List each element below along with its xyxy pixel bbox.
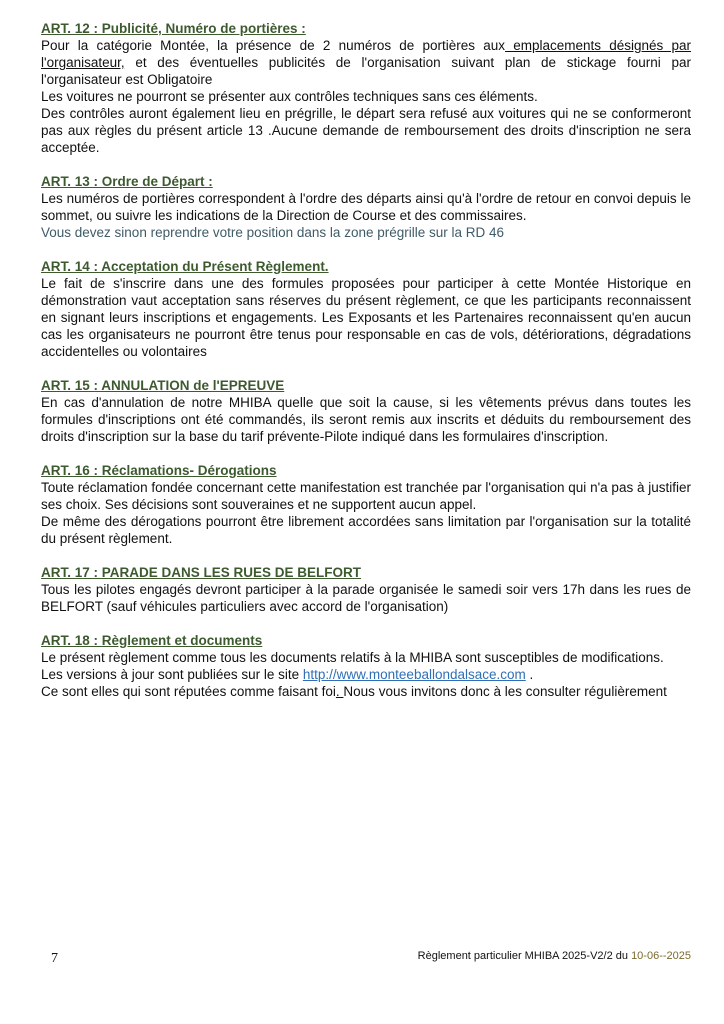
article-16 [41, 462, 691, 547]
article-17-paragraph-1: Tous les pilotes engagés devront participer à la parade organisée le samedi soir vers 17h dans les rues de BELFORT (sauf véhicules particuliers avec accord de l'organisation) [41, 582, 691, 614]
article-16-title: ART. 16 : Réclamations- Dérogations [41, 463, 277, 478]
page-number: 7 [51, 951, 58, 966]
article-18-site-suffix: . [525, 667, 534, 682]
article-18-site-text: Les versions à jour sont publiées sur le site [41, 667, 303, 682]
article-18 [41, 632, 691, 700]
footer-reference [418, 950, 691, 962]
article-13 [41, 173, 691, 241]
article-18-paragraph-1: Le présent règlement comme tous les documents relatifs à la MHIBA sont susceptibles de modifications. [41, 650, 664, 665]
article-15-title: ART. 15 : ANNULATION de l'EPREUVE [41, 378, 285, 393]
footer-reference-text: Règlement particulier MHIBA 2025-V2/2 du [417, 950, 632, 962]
article-18-title: ART. 18 : Règlement et documents [41, 633, 263, 648]
footer-date: 10-06--2025 [631, 950, 691, 962]
article-18-text-a: Ce sont elles qui sont réputées comme faisant foi [41, 684, 336, 699]
article-13-paragraph-1: Les numéros de portières correspondent à l'ordre des départs ainsi qu'à l'ordre de retour en convoi depuis le sommet, ou suivre les indications de la Direction de Course et des commissaires. [41, 191, 691, 223]
article-12-text-b: et des éventuelles publicités de l'organisation suivant plan de stickage fourni par l'organisateur est Obligatoire [41, 55, 691, 87]
article-18-underlined-text: . [335, 684, 344, 699]
article-12-underlined-text: emplacements désignés par l'organisateur, [41, 38, 691, 70]
article-16-paragraph-1: Toute réclamation fondée concernant cette manifestation est tranchée par l'organisation qui n'a pas à justifier ses choix. Ses décisions sont souveraines et ne supportent aucun appel. [41, 480, 691, 512]
article-18-paragraph-3 [41, 683, 691, 700]
article-13-note: Vous devez sinon reprendre votre position dans la zone prégrille sur la RD 46 [41, 225, 505, 240]
website-link[interactable]: http://www.monteeballondalsace.com [302, 667, 526, 682]
article-12-paragraph-2: Les voitures ne pourront se présenter aux contrôles techniques sans ces éléments. [41, 89, 538, 104]
article-14 [41, 258, 691, 360]
article-12-paragraph-1 [41, 37, 691, 88]
document-body [41, 20, 691, 717]
article-18-text-b: Nous vous invitons donc à les consulter régulièrement [343, 684, 667, 699]
article-14-paragraph-1: Le fait de s'inscrire dans une des formules proposées pour participer à cette Montée Historique en démonstration vaut acceptation sans réserves du présent règlement, ce que les participants reconnaissent en signant leurs inscriptions et engagements. Les Exposants et les Partenaires reconnaissent qu'en aucun cas les organisateurs ne pourront être tenus pour responsable en cas de vols, détériorations, dégradations accidentelles ou volontaires [41, 276, 691, 359]
article-12-paragraph-3: Des contrôles auront également lieu en prégrille, le départ sera refusé aux voitures qui ne se conformeront pas aux règles du présent article 13 .Aucune demande de remboursement des droits d'inscription ne sera acceptée. [41, 106, 691, 155]
article-16-paragraph-2: De même des dérogations pourront être librement accordées sans limitation par l'organisation sur la totalité du présent règlement. [41, 514, 691, 546]
article-17 [41, 564, 691, 615]
article-17-title: ART. 17 : PARADE DANS LES RUES DE BELFORT [41, 565, 362, 580]
article-13-title: ART. 13 : Ordre de Départ : [41, 174, 213, 189]
article-12-text-a: Pour la catégorie Montée, la présence de 2 numéros de portières aux [41, 38, 506, 53]
article-18-paragraph-2 [41, 666, 691, 683]
article-14-title: ART. 14 : Acceptation du Présent Règlement. [41, 259, 329, 274]
article-15 [41, 377, 691, 445]
article-15-paragraph-1: En cas d'annulation de notre MHIBA quelle que soit la cause, si les vêtements prévus dans toutes les formules d'inscriptions ont été commandés, ils seront remis aux inscrits et déduits du remboursement des droits d'inscription sur la base du tarif prévente-Pilote indiqué dans les formulaires d'inscription. [41, 395, 691, 444]
article-12 [41, 20, 691, 156]
article-12-title: ART. 12 : Publicité, Numéro de portières : [41, 21, 306, 36]
